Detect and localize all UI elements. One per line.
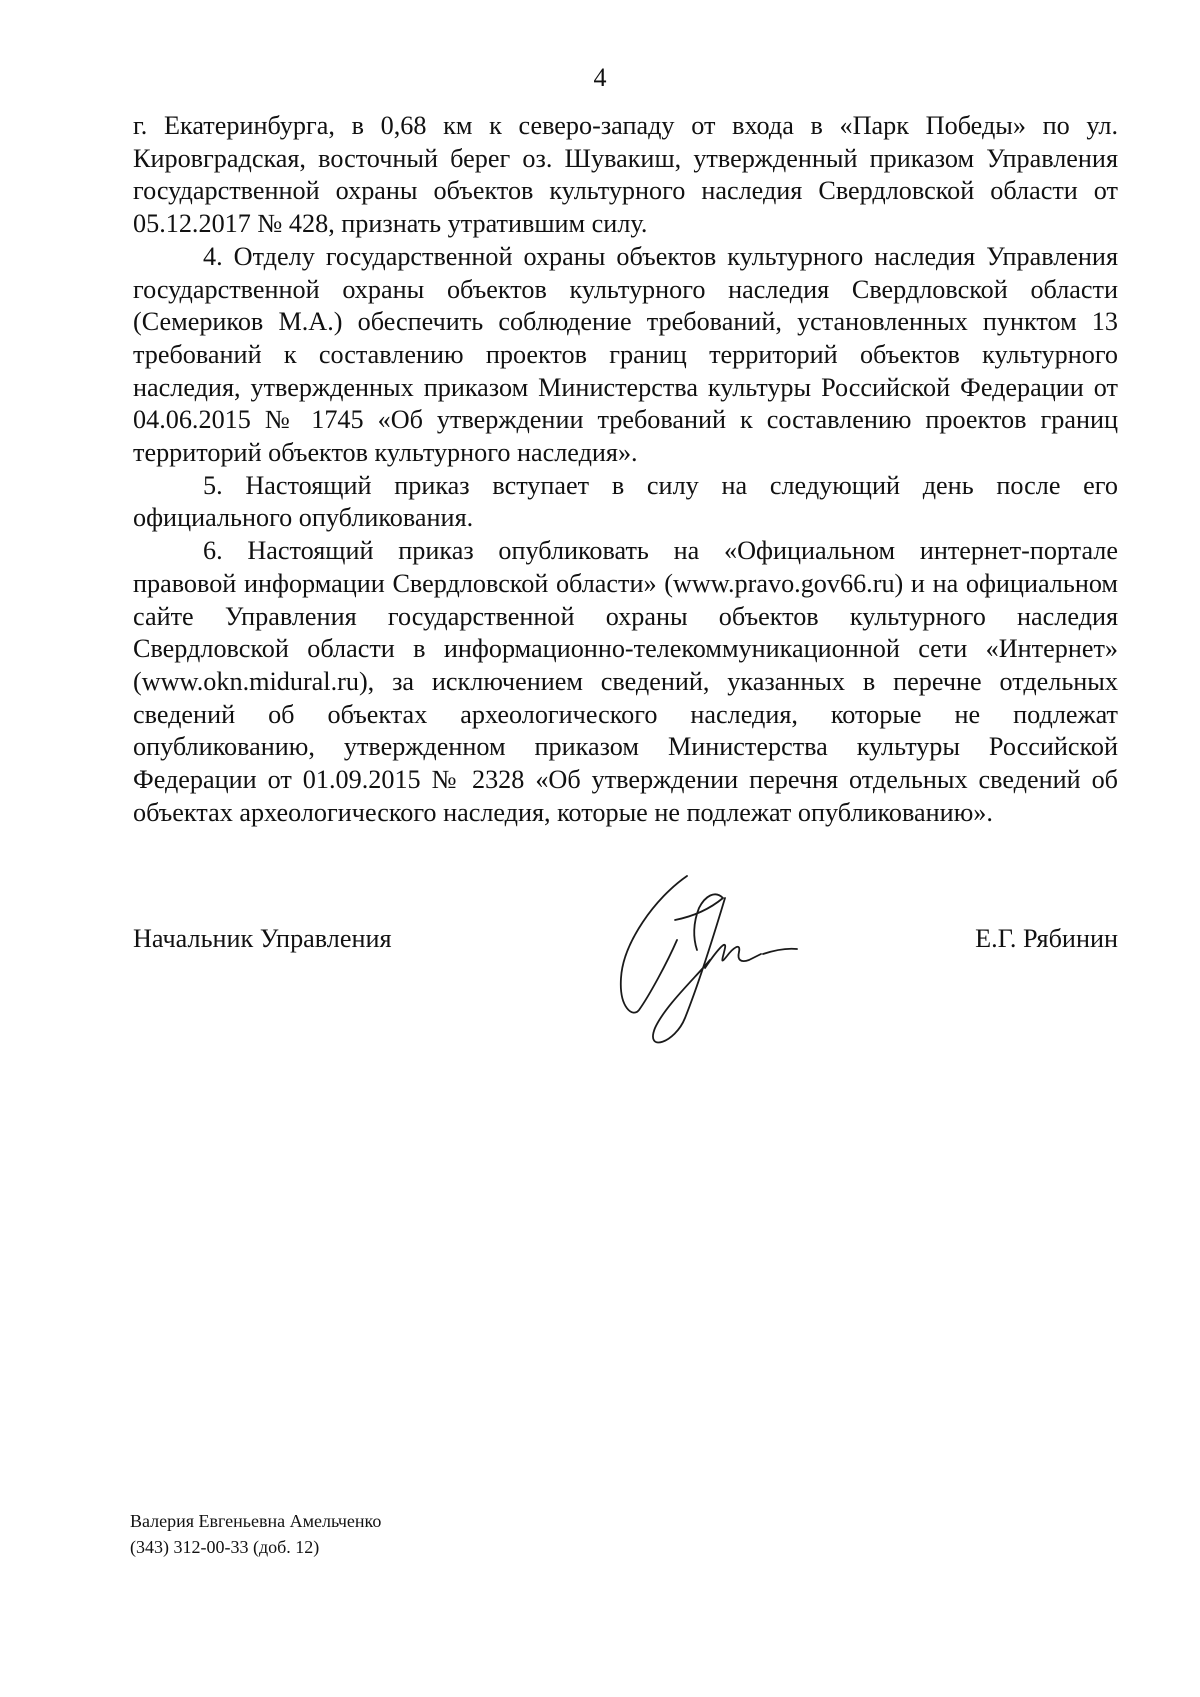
signatory-name: Е.Г. Рябинин xyxy=(975,924,1118,953)
handwritten-signature xyxy=(615,868,865,1058)
paragraph-item-5: 5. Настоящий приказ вступает в силу на следующий день после его официального опубликования. xyxy=(133,470,1118,533)
paragraph-item-4: 4. Отделу государственной охраны объектов культурного наследия Управления государственной охраны объектов культурного наследия Свердловской области (Семериков М.А.) обеспечить соблюдение требований, установленных пунктом 13 требований к составлению проектов границ территорий объектов культурного наследия, утвержденных приказом Министерства культуры Российской Федерации от 04.06.2015 № 1745 «Об утверждении требований к составлению проектов границ территорий объектов культурного наследия». xyxy=(133,241,1118,468)
executor-phone: (343) 312-00-33 (доб. 12) xyxy=(130,1537,320,1557)
executor-name: Валерия Евгеньевна Амельченко xyxy=(130,1511,382,1531)
executor-info xyxy=(130,1508,381,1560)
signatory-position: Начальник Управления xyxy=(133,924,392,953)
page-number: 4 xyxy=(593,63,607,92)
paragraph-continuation: г. Екатеринбурга, в 0,68 км к северо-западу от входа в «Парк Победы» по ул. Кировградская, восточный берег оз. Шувакиш, утвержденный приказом Управления государственной охраны объектов культурного наследия Свердловской области от 05.12.2017 № 428, признать утратившим силу. xyxy=(133,111,1118,239)
paragraph-item-6: 6. Настоящий приказ опубликовать на «Официальном интернет-портале правовой информации Свердловской области» (www.pravo.gov66.ru) и на официальном сайте Управления государственной охраны объектов культурного наследия Свердловской области в информационно-телекоммуникационной сети «Интернет» (www.okn.midural.ru), за исключением сведений, указанных в перечне отдельных сведений об объектах археологического наследия, которые не подлежат опубликованию, утвержденном приказом Министерства культуры Российской Федерации от 01.09.2015 № 2328 «Об утверждении перечня отдельных сведений об объектах археологического наследия, которые не подлежат опубликованию». xyxy=(133,536,1118,827)
document-body xyxy=(133,110,1118,829)
